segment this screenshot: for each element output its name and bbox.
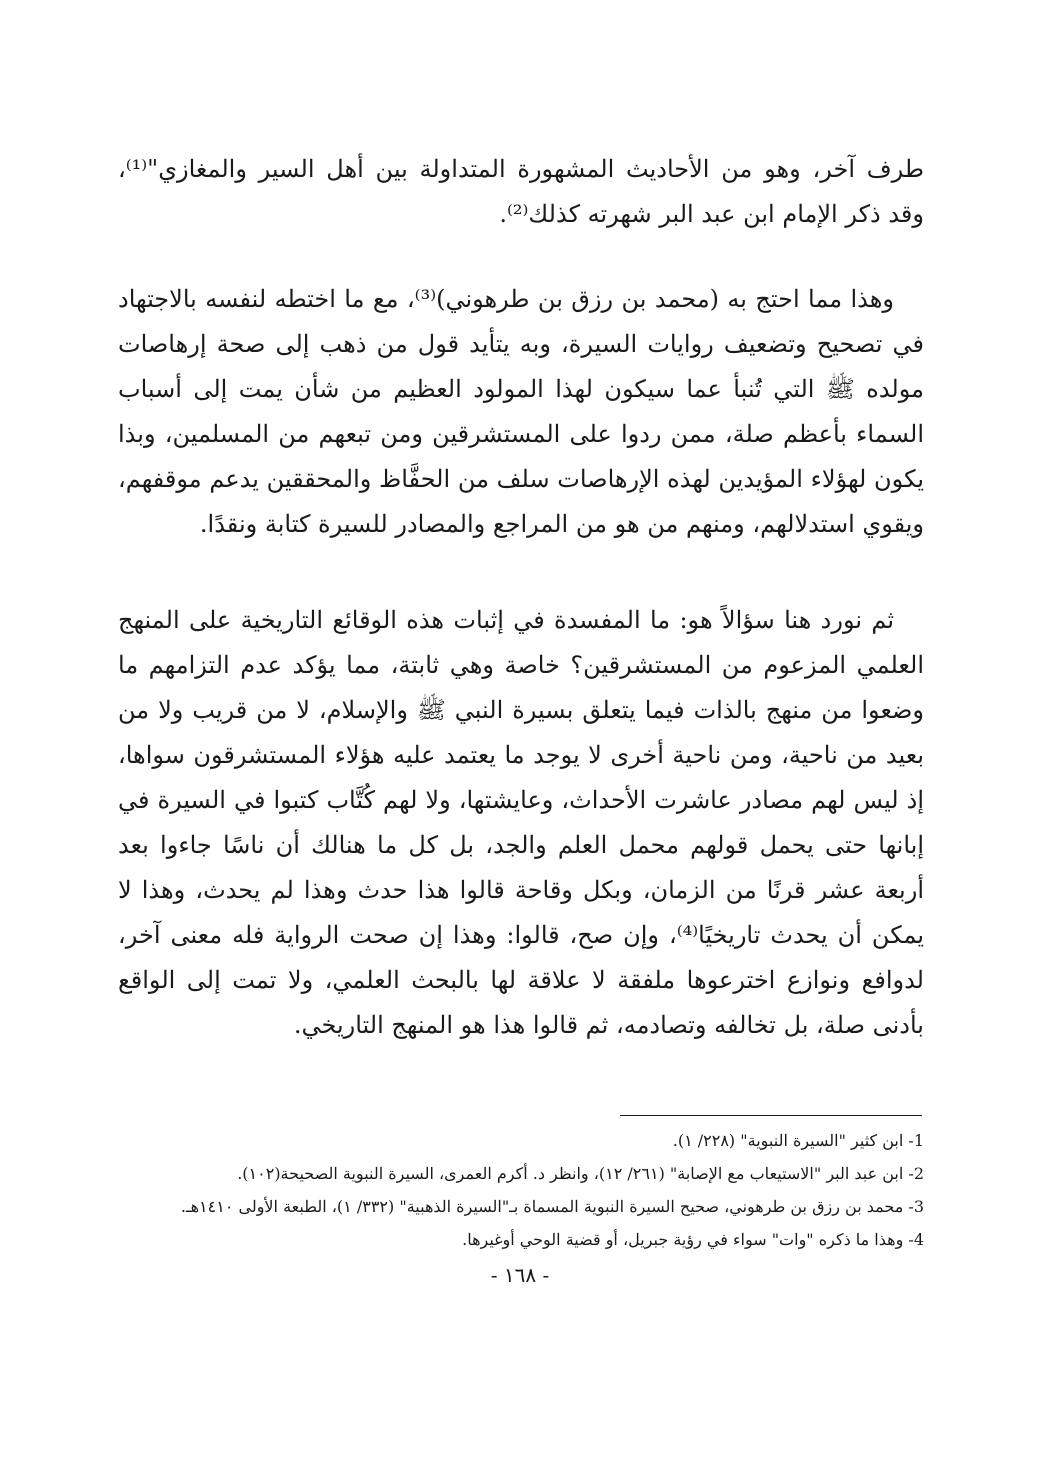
footnotes	[124, 1124, 924, 1256]
footnote-separator	[620, 1115, 922, 1116]
paragraph-text: طرف آخر، وهو من الأحاديث المشهورة المتداولة بين أهل السير والمغازي"⁽¹⁾، وقد ذكر الإمام ابن عبد البر شهرته كذلك⁽²⁾.	[118, 155, 924, 228]
paragraph-1	[118, 147, 924, 237]
paragraph-text: وهذا مما احتج به (محمد بن رزق بن طرهوني)⁽³⁾، مع ما اختطه لنفسه بالاجتهاد في تصحيح وتضعيف روايات السيرة، وبه يتأيد قول من ذهب إلى صحة إرهاصات مولده ﷺ التي تُنبأ عما سيكون لهذا المولود العظيم من شأن يمت إلى أسباب السماء بأعظم صلة، ممن ردوا على المستشرقين ومن تبعهم من المسلمين، وبذا يكون لهؤلاء المؤيدين لهذه الإرهاصات سلف من الحفَّاظ والمحققين يدعم موقفهم، ويقوي استدلالهم، ومنهم من هو من المراجع والمصادر للسيرة كتابة ونقدًا.	[118, 285, 924, 538]
footnote-1: 1- ابن كثير "السيرة النبوية" (٢٢٨/ ١).	[672, 1131, 924, 1150]
footnote-2: 2- ابن عبد البر "الاستيعاب مع الإصابة" (٢٦١/ ١٢)، وانظر د. أكرم العمرى، السيرة النبوية الصحيحة(١٠٢).	[237, 1164, 924, 1183]
paragraph-3	[118, 598, 924, 1048]
page-number: - ١٦٨ -	[490, 1263, 550, 1287]
paragraph-text: ثم نورد هنا سؤالاً هو: ما المفسدة في إثبات هذه الوقائع التاريخية على المنهج العلمي المزعوم من المستشرقين؟ خاصة وهي ثابتة، مما يؤكد عدم التزامهم ما وضعوا من منهج بالذات فيما يتعلق بسيرة النبي ﷺ والإسلام، لا من قريب ولا من بعيد من ناحية، ومن ناحية أخرى لا يوجد ما يعتمد عليه هؤلاء المستشرقون سواها، إذ ليس لهم مصادر عاشرت الأحداث، وعايشتها، ولا لهم كُتَّاب كتبوا في السيرة في إبانها حتى يحمل قولهم محمل العلم والجد، بل كل ما هنالك أن ناسًا جاءوا بعد أربعة عشر قرنًا من الزمان، وبكل وقاحة قالوا هذا حدث وهذا لم يحدث، وهذا لا يمكن أن يحدث تاريخيًا⁽⁴⁾، وإن صح، قالوا: وهذا إن صحت الرواية فله معنى آخر، لدوافع ونوازع اخترعوها ملفقة لا علاقة لها بالبحث العلمي، ولا تمت إلى الواقع بأدنى صلة، بل تخالفه وتصادمه، ثم قالوا هذا هو المنهج التاريخي.	[118, 606, 924, 1039]
footnote-4: 4- وهذا ما ذكره "وات" سواء في رؤية جبريل، أو قضية الوحي أوغيرها.	[462, 1230, 924, 1249]
paragraph-2	[118, 277, 924, 547]
footnote-3: 3- محمد بن رزق بن طرهوني، صحيح السيرة النبوية المسماة بـ"السيرة الذهبية" (٣٣٢/ ١)، الطبعة الأولى ١٤١٠هـ.	[180, 1197, 924, 1216]
